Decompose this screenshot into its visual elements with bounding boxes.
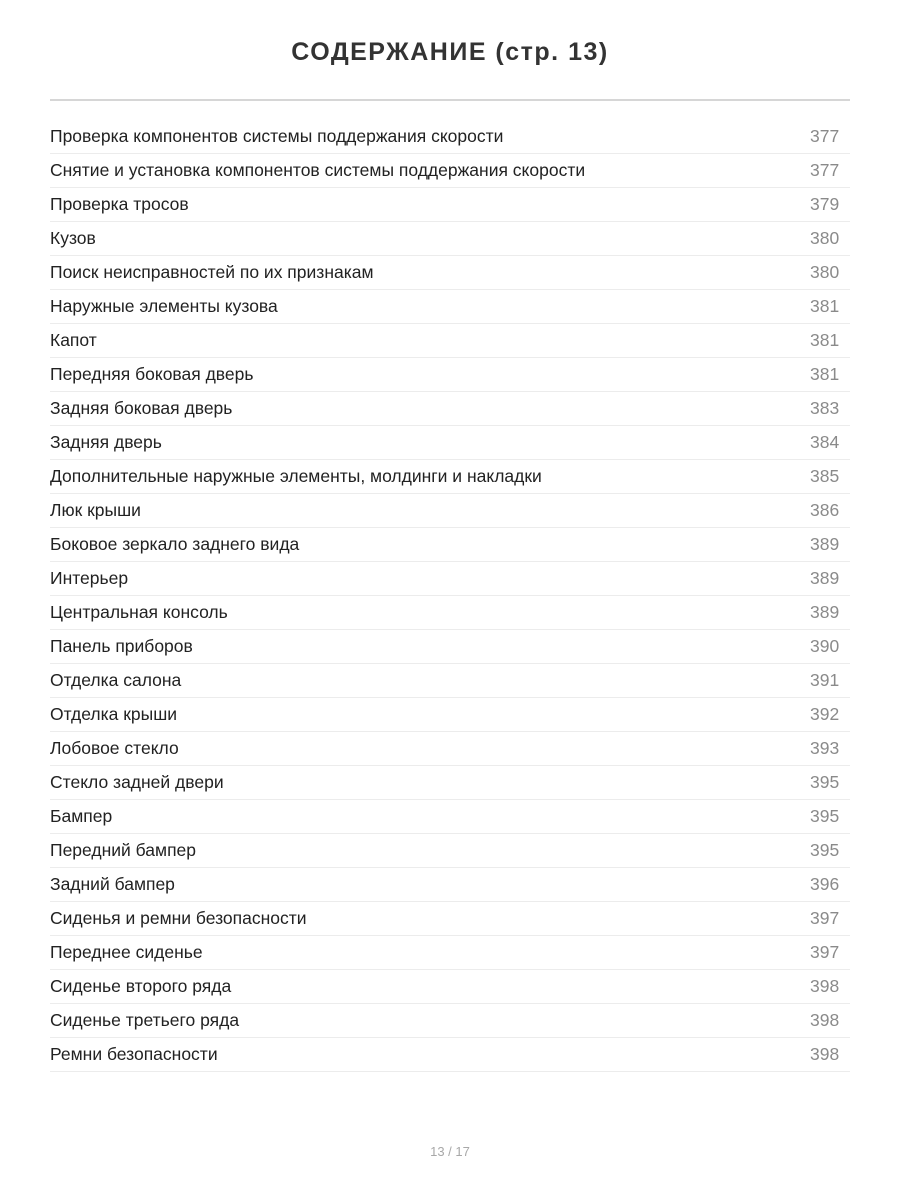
- toc-entry-title: Бампер: [50, 806, 113, 826]
- toc-entry-title: Переднее сиденье: [50, 942, 203, 962]
- toc-entry[interactable]: [50, 970, 850, 1004]
- toc-entry-title: Ремни безопасности: [50, 1044, 218, 1064]
- toc-entry-page: 398: [810, 976, 840, 996]
- toc-entry[interactable]: [50, 732, 850, 766]
- toc-entry-page: 391: [810, 670, 840, 690]
- toc-entry-title: Отделка крыши: [50, 704, 178, 724]
- toc-entry-page: 392: [810, 704, 840, 724]
- toc-entry[interactable]: [50, 1038, 850, 1072]
- toc-entry-page: 381: [810, 364, 840, 384]
- toc-entry-title: Сиденье третьего ряда: [50, 1010, 240, 1030]
- toc-entry[interactable]: [50, 426, 850, 460]
- toc-entry[interactable]: [50, 460, 850, 494]
- toc-entry-title: Отделка салона: [50, 670, 182, 690]
- toc-entry-title: Задняя дверь: [50, 432, 162, 452]
- title-divider: [50, 99, 850, 101]
- toc-entry-title: Сиденья и ремни безопасности: [50, 908, 307, 928]
- toc-entry-page: 393: [810, 738, 840, 758]
- toc-entry-title: Задний бампер: [50, 874, 175, 894]
- toc-entry[interactable]: [50, 120, 850, 154]
- toc-entry-page: 381: [810, 330, 840, 350]
- toc-entry-title: Панель приборов: [50, 636, 193, 656]
- toc-entry-page: 386: [810, 500, 840, 520]
- toc-entry-title: Боковое зеркало заднего вида: [50, 534, 300, 554]
- toc-entry-title: Задняя боковая дверь: [50, 398, 233, 418]
- toc-entry-title: Снятие и установка компонентов системы поддержания скорости: [50, 160, 586, 180]
- toc-entry-title: Люк крыши: [50, 500, 141, 520]
- toc-entry[interactable]: [50, 222, 850, 256]
- toc-entry[interactable]: [50, 698, 850, 732]
- toc-entry-title: Стекло задней двери: [50, 772, 224, 792]
- toc-entry[interactable]: [50, 596, 850, 630]
- toc-entry-title: Лобовое стекло: [50, 738, 179, 758]
- toc-entry-page: 385: [810, 466, 840, 486]
- toc-entry-page: 379: [810, 194, 840, 214]
- toc-entry[interactable]: [50, 290, 850, 324]
- toc-entry[interactable]: [50, 188, 850, 222]
- toc-entry-page: 395: [810, 840, 840, 860]
- toc-list: [50, 120, 850, 1072]
- toc-entry-page: 397: [810, 908, 840, 928]
- toc-entry-page: 397: [810, 942, 840, 962]
- toc-entry-title: Интерьер: [50, 568, 129, 588]
- toc-entry-page: 398: [810, 1010, 840, 1030]
- toc-entry[interactable]: [50, 256, 850, 290]
- toc-entry[interactable]: [50, 902, 850, 936]
- toc-entry-page: 383: [810, 398, 840, 418]
- toc-entry[interactable]: [50, 528, 850, 562]
- toc-entry-page: 377: [810, 160, 840, 180]
- toc-entry[interactable]: [50, 358, 850, 392]
- toc-entry-page: 398: [810, 1044, 840, 1064]
- toc-entry[interactable]: [50, 664, 850, 698]
- toc-entry-page: 380: [810, 228, 840, 248]
- toc-entry-page: 377: [810, 126, 840, 146]
- toc-entry[interactable]: [50, 392, 850, 426]
- toc-entry[interactable]: [50, 868, 850, 902]
- toc-entry-page: 384: [810, 432, 840, 452]
- toc-entry-page: 396: [810, 874, 840, 894]
- toc-entry[interactable]: [50, 936, 850, 970]
- toc-entry[interactable]: [50, 154, 850, 188]
- toc-entry-page: 389: [810, 534, 840, 554]
- toc-entry-title: Сиденье второго ряда: [50, 976, 232, 996]
- toc-entry[interactable]: [50, 800, 850, 834]
- toc-entry-title: Передний бампер: [50, 840, 197, 860]
- toc-entry-page: 389: [810, 602, 840, 622]
- toc-entry[interactable]: [50, 630, 850, 664]
- toc-entry-page: 381: [810, 296, 840, 316]
- toc-entry-page: 390: [810, 636, 840, 656]
- page-title: СОДЕРЖАНИЕ (стр. 13): [291, 38, 609, 66]
- toc-entry[interactable]: [50, 834, 850, 868]
- toc-entry[interactable]: [50, 562, 850, 596]
- toc-entry-title: Центральная консоль: [50, 602, 228, 622]
- page-indicator: 13 / 17: [430, 1144, 470, 1159]
- toc-entry-title: Дополнительные наружные элементы, молдинги и накладки: [50, 466, 542, 486]
- toc-entry-title: Капот: [50, 330, 97, 350]
- toc-entry-page: 389: [810, 568, 840, 588]
- toc-entry-title: Поиск неисправностей по их признакам: [50, 262, 374, 282]
- toc-entry-title: Наружные элементы кузова: [50, 296, 278, 316]
- toc-entry[interactable]: [50, 324, 850, 358]
- toc-entry-page: 380: [810, 262, 840, 282]
- toc-entry[interactable]: [50, 1004, 850, 1038]
- toc-entry-page: 395: [810, 806, 840, 826]
- toc-entry-title: Передняя боковая дверь: [50, 364, 254, 384]
- toc-entry-title: Проверка тросов: [50, 194, 189, 214]
- toc-entry[interactable]: [50, 494, 850, 528]
- toc-entry-title: Проверка компонентов системы поддержания скорости: [50, 126, 504, 146]
- toc-entry-page: 395: [810, 772, 840, 792]
- toc-entry[interactable]: [50, 766, 850, 800]
- toc-entry-title: Кузов: [50, 228, 96, 248]
